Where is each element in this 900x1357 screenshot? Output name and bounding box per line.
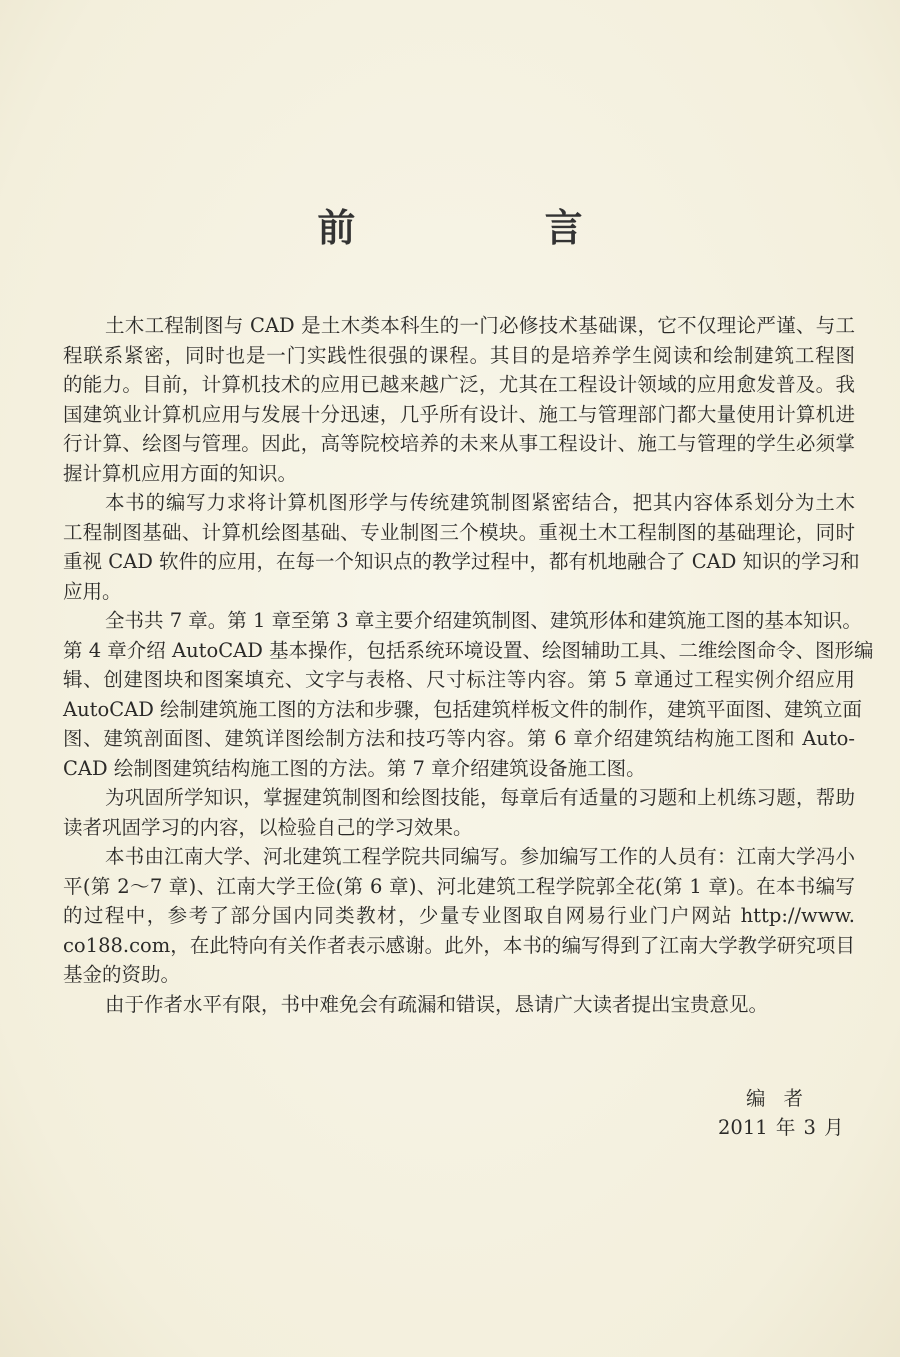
paragraph	[63, 842, 855, 990]
text-line: co188.com，在此特向有关作者表示感谢。此外，本书的编写得到了江南大学教学研究项目	[63, 933, 855, 957]
text-line: AutoCAD 绘制建筑施工图的方法和步骤，包括建筑样板文件的制作，建筑平面图、建筑立面	[63, 697, 863, 721]
paragraph	[63, 606, 874, 783]
text-line: 第 4 章介绍 AutoCAD 基本操作，包括系统环境设置、绘图辅助工具、二维绘图命令、图形编	[63, 638, 874, 662]
text-line: 工程制图基础、计算机绘图基础、专业制图三个模块。重视土木工程制图的基础理论，同时	[63, 520, 855, 544]
text-line: 本书的编写力求将计算机图形学与传统建筑制图紧密结合，把其内容体系划分为土木	[105, 491, 855, 514]
text-line: 为巩固所学知识，掌握建筑制图和绘图技能，每章后有适量的习题和上机练习题，帮助	[105, 786, 855, 809]
text-line: 土木工程制图与 CAD 是土木类本科生的一门必修技术基础课，它不仅理论严谨、与工	[105, 314, 855, 337]
text-line: 由于作者水平有限，书中难免会有疏漏和错误，恳请广大读者提出宝贵意见。	[105, 992, 769, 1016]
text-line: CAD 绘制图建筑结构施工图的方法。第 7 章介绍建筑设备施工图。	[63, 756, 646, 780]
text-line: 基金的资助。	[63, 963, 181, 986]
text-line: 的能力。目前，计算机技术的应用已越来越广泛，尤其在工程设计领域的应用愈发普及。我	[63, 373, 855, 396]
text-line: 的过程中，参考了部分国内同类教材，少量专业图取自网易行业门户网站 http://www.	[63, 904, 855, 927]
text-line: 平(第 2～7 章)、江南大学王俭(第 6 章)、河北建筑工程学院郭全花(第 1 章)。在本书编写	[63, 874, 855, 898]
text-line: 握计算机应用方面的知识。	[63, 461, 298, 485]
text-line: 本书由江南大学、河北建筑工程学院共同编写。参加编写工作的人员有：江南大学冯小	[105, 845, 855, 868]
text-line: 重视 CAD 软件的应用，在每一个知识点的教学过程中，都有机地融合了 CAD 知识的学习和	[63, 550, 860, 573]
signature: 编者	[746, 1087, 822, 1110]
text-line: 图、建筑剖面图、建筑详图绘制方法和技巧等内容。第 6 章介绍建筑结构施工图和 Auto-	[63, 727, 855, 750]
text-line: 读者巩固学习的内容，以检验自己的学习效果。	[63, 815, 473, 839]
paragraph	[63, 783, 855, 842]
text-line: 国建筑业计算机应用与发展十分迅速，几乎所有设计、施工与管理部门都大量使用计算机进	[63, 402, 855, 426]
date: 2011 年 3 月	[718, 1116, 844, 1139]
page-title: 前 言	[317, 205, 671, 250]
paragraph	[63, 990, 855, 1020]
preface-body	[63, 311, 874, 1019]
paragraph	[63, 311, 855, 488]
text-line: 程联系紧密，同时也是一门实践性很强的课程。其目的是培养学生阅读和绘制建筑工程图	[63, 343, 855, 367]
text-line: 应用。	[63, 579, 122, 603]
text-line: 行计算、绘图与管理。因此，高等院校培养的未来从事工程设计、施工与管理的学生必须掌	[63, 432, 855, 455]
text-line: 辑、创建图块和图案填充、文字与表格、尺寸标注等内容。第 5 章通过工程实例介绍应用	[63, 668, 855, 691]
text-line: 全书共 7 章。第 1 章至第 3 章主要介绍建筑制图、建筑形体和建筑施工图的基本知识。	[105, 609, 862, 632]
paragraph	[63, 488, 860, 606]
